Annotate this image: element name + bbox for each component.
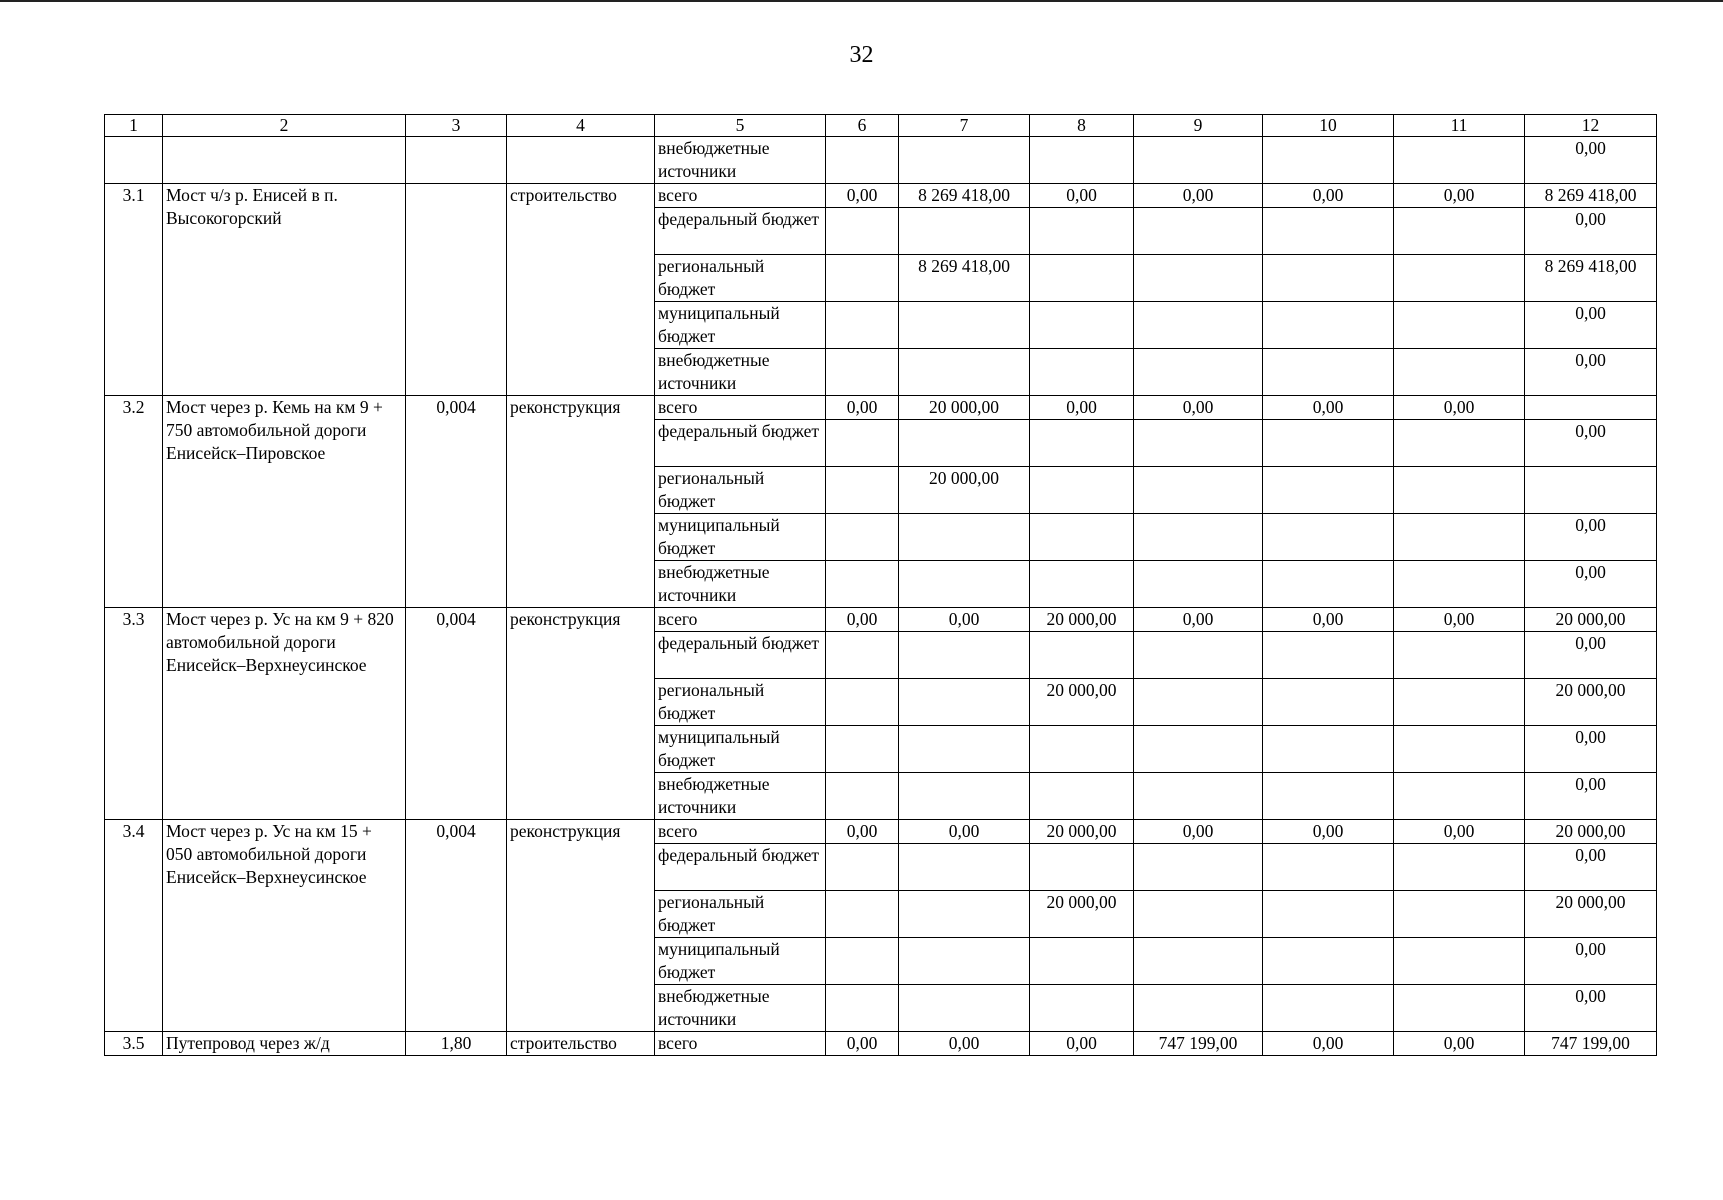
top-edge-rule	[0, 0, 1723, 2]
total-cell: 747 199,00	[1525, 1032, 1657, 1056]
value-cell	[1394, 679, 1525, 726]
value-cell	[1394, 208, 1525, 255]
value-cell	[1394, 632, 1525, 679]
value-cell	[899, 561, 1030, 608]
work-type: строительство	[507, 184, 655, 396]
value-cell	[1394, 938, 1525, 985]
value-cell	[1134, 938, 1263, 985]
total-cell: 0,00	[1525, 844, 1657, 891]
total-cell: 0,00	[1525, 137, 1657, 184]
header-cell: 7	[899, 115, 1030, 137]
source-cell: внебюджетные источники	[655, 985, 826, 1032]
header-cell: 6	[826, 115, 899, 137]
value-cell	[1394, 349, 1525, 396]
source-cell: муниципальный бюджет	[655, 514, 826, 561]
object-length	[406, 184, 507, 396]
value-cell	[1394, 726, 1525, 773]
value-cell: 0,00	[1394, 820, 1525, 844]
value-cell	[1030, 726, 1134, 773]
value-cell	[1394, 255, 1525, 302]
value-cell	[1030, 985, 1134, 1032]
value-cell: 747 199,00	[1134, 1032, 1263, 1056]
value-cell: 0,00	[1263, 184, 1394, 208]
value-cell	[899, 349, 1030, 396]
empty-cell	[163, 137, 406, 184]
source-cell: региональный бюджет	[655, 891, 826, 938]
source-cell: муниципальный бюджет	[655, 302, 826, 349]
header-row	[105, 115, 1657, 137]
value-cell: 0,00	[1134, 184, 1263, 208]
table-row	[105, 608, 1657, 632]
value-cell	[1134, 514, 1263, 561]
object-name: Мост через р. Кемь на км 9 + 750 автомобильной дороги Енисейск–Пировское	[163, 396, 406, 608]
total-cell: 20 000,00	[1525, 679, 1657, 726]
value-cell: 0,00	[826, 820, 899, 844]
total-cell: 0,00	[1525, 938, 1657, 985]
value-cell	[826, 938, 899, 985]
total-cell: 0,00	[1525, 514, 1657, 561]
source-cell: муниципальный бюджет	[655, 726, 826, 773]
value-cell	[826, 985, 899, 1032]
value-cell	[899, 726, 1030, 773]
source-cell: федеральный бюджет	[655, 844, 826, 891]
source-cell: внебюджетные источники	[655, 137, 826, 184]
value-cell: 0,00	[1263, 396, 1394, 420]
value-cell: 0,00	[1030, 184, 1134, 208]
value-cell	[826, 302, 899, 349]
source-cell: всего	[655, 608, 826, 632]
value-cell	[1134, 679, 1263, 726]
continuation-row	[105, 137, 1657, 184]
value-cell	[899, 679, 1030, 726]
value-cell	[1134, 302, 1263, 349]
work-type: реконструкция	[507, 608, 655, 820]
value-cell: 8 269 418,00	[899, 255, 1030, 302]
value-cell: 0,00	[1394, 608, 1525, 632]
value-cell	[1134, 208, 1263, 255]
value-cell	[899, 985, 1030, 1032]
value-cell	[1263, 137, 1394, 184]
object-length: 0,004	[406, 820, 507, 1032]
value-cell: 0,00	[826, 184, 899, 208]
value-cell	[826, 561, 899, 608]
empty-cell	[105, 137, 163, 184]
value-cell	[1030, 302, 1134, 349]
object-name: Мост через р. Ус на км 9 + 820 автомобильной дороги Енисейск–Верхнеусинское	[163, 608, 406, 820]
object-length: 1,80	[406, 1032, 507, 1056]
value-cell	[1030, 844, 1134, 891]
source-cell: федеральный бюджет	[655, 208, 826, 255]
value-cell	[1134, 985, 1263, 1032]
header-cell: 5	[655, 115, 826, 137]
value-cell	[1263, 514, 1394, 561]
value-cell	[1263, 773, 1394, 820]
item-number: 3.4	[105, 820, 163, 1032]
value-cell: 0,00	[826, 1032, 899, 1056]
source-cell: внебюджетные источники	[655, 561, 826, 608]
value-cell	[899, 632, 1030, 679]
header-cell: 1	[105, 115, 163, 137]
item-number: 3.5	[105, 1032, 163, 1056]
value-cell	[826, 632, 899, 679]
value-cell	[1134, 420, 1263, 467]
value-cell	[826, 844, 899, 891]
header-cell: 8	[1030, 115, 1134, 137]
value-cell	[1263, 726, 1394, 773]
value-cell	[1394, 137, 1525, 184]
header-cell: 10	[1263, 115, 1394, 137]
value-cell	[826, 726, 899, 773]
value-cell	[826, 891, 899, 938]
work-type: реконструкция	[507, 396, 655, 608]
source-cell: региональный бюджет	[655, 679, 826, 726]
value-cell	[826, 773, 899, 820]
value-cell: 0,00	[1394, 184, 1525, 208]
value-cell	[1030, 208, 1134, 255]
total-cell	[1525, 396, 1657, 420]
value-cell: 0,00	[1030, 396, 1134, 420]
value-cell	[826, 467, 899, 514]
value-cell: 0,00	[1134, 608, 1263, 632]
value-cell	[826, 255, 899, 302]
value-cell	[1394, 773, 1525, 820]
total-cell: 0,00	[1525, 420, 1657, 467]
page-number: 32	[849, 42, 874, 68]
value-cell: 20 000,00	[1030, 820, 1134, 844]
value-cell	[1263, 208, 1394, 255]
value-cell	[1030, 255, 1134, 302]
header-cell: 11	[1394, 115, 1525, 137]
value-cell	[1263, 302, 1394, 349]
value-cell	[1134, 561, 1263, 608]
value-cell	[1134, 773, 1263, 820]
value-cell	[899, 420, 1030, 467]
value-cell	[1263, 349, 1394, 396]
source-cell: всего	[655, 184, 826, 208]
value-cell	[826, 349, 899, 396]
financing-table	[104, 114, 1657, 1056]
source-cell: внебюджетные источники	[655, 349, 826, 396]
table-row	[105, 820, 1657, 844]
source-cell: федеральный бюджет	[655, 632, 826, 679]
value-cell	[1134, 726, 1263, 773]
value-cell	[1263, 844, 1394, 891]
work-type: строительство	[507, 1032, 655, 1056]
total-cell: 0,00	[1525, 561, 1657, 608]
value-cell: 20 000,00	[1030, 891, 1134, 938]
value-cell	[1134, 467, 1263, 514]
total-cell: 20 000,00	[1525, 891, 1657, 938]
total-cell	[1525, 467, 1657, 514]
value-cell	[1134, 632, 1263, 679]
value-cell	[826, 514, 899, 561]
value-cell: 0,00	[899, 1032, 1030, 1056]
empty-cell	[507, 137, 655, 184]
value-cell	[1134, 891, 1263, 938]
value-cell	[1030, 514, 1134, 561]
empty-cell	[406, 137, 507, 184]
value-cell	[899, 891, 1030, 938]
source-cell: региональный бюджет	[655, 467, 826, 514]
table-row	[105, 396, 1657, 420]
value-cell	[1030, 632, 1134, 679]
value-cell	[899, 844, 1030, 891]
object-name: Мост ч/з р. Енисей в п. Высокогорский	[163, 184, 406, 396]
value-cell: 0,00	[1030, 1032, 1134, 1056]
value-cell: 0,00	[899, 608, 1030, 632]
value-cell	[1030, 938, 1134, 985]
value-cell	[1030, 561, 1134, 608]
value-cell: 0,00	[1263, 820, 1394, 844]
value-cell	[1134, 255, 1263, 302]
header-cell: 9	[1134, 115, 1263, 137]
value-cell	[1263, 938, 1394, 985]
source-cell: федеральный бюджет	[655, 420, 826, 467]
header-cell: 2	[163, 115, 406, 137]
value-cell	[1030, 420, 1134, 467]
value-cell: 20 000,00	[1030, 679, 1134, 726]
value-cell	[1134, 349, 1263, 396]
value-cell	[1030, 349, 1134, 396]
item-number: 3.2	[105, 396, 163, 608]
total-cell: 0,00	[1525, 349, 1657, 396]
value-cell	[826, 137, 899, 184]
object-name: Путепровод через ж/д	[163, 1032, 406, 1056]
value-cell	[1134, 137, 1263, 184]
value-cell	[1394, 561, 1525, 608]
value-cell	[899, 938, 1030, 985]
item-number: 3.1	[105, 184, 163, 396]
source-cell: муниципальный бюджет	[655, 938, 826, 985]
value-cell	[1394, 844, 1525, 891]
value-cell	[1394, 514, 1525, 561]
value-cell	[1394, 302, 1525, 349]
header-cell: 4	[507, 115, 655, 137]
value-cell	[1134, 844, 1263, 891]
value-cell: 0,00	[1263, 1032, 1394, 1056]
source-cell: региональный бюджет	[655, 255, 826, 302]
value-cell	[826, 679, 899, 726]
value-cell	[1263, 985, 1394, 1032]
value-cell	[1394, 985, 1525, 1032]
total-cell: 20 000,00	[1525, 820, 1657, 844]
header-cell: 3	[406, 115, 507, 137]
value-cell	[1394, 420, 1525, 467]
value-cell	[1263, 679, 1394, 726]
value-cell: 20 000,00	[899, 467, 1030, 514]
object-name: Мост через р. Ус на км 15 + 050 автомобильной дороги Енисейск–Верхнеусинское	[163, 820, 406, 1032]
total-cell: 0,00	[1525, 208, 1657, 255]
value-cell: 0,00	[1394, 396, 1525, 420]
total-cell: 0,00	[1525, 985, 1657, 1032]
total-cell: 8 269 418,00	[1525, 255, 1657, 302]
value-cell	[1030, 137, 1134, 184]
value-cell: 0,00	[826, 396, 899, 420]
work-type: реконструкция	[507, 820, 655, 1032]
source-cell: внебюджетные источники	[655, 773, 826, 820]
total-cell: 0,00	[1525, 726, 1657, 773]
value-cell	[1263, 632, 1394, 679]
value-cell: 20 000,00	[899, 396, 1030, 420]
value-cell	[899, 773, 1030, 820]
value-cell	[1263, 891, 1394, 938]
value-cell	[1394, 891, 1525, 938]
total-cell: 0,00	[1525, 302, 1657, 349]
value-cell	[899, 137, 1030, 184]
total-cell: 0,00	[1525, 632, 1657, 679]
source-cell: всего	[655, 1032, 826, 1056]
table-row	[105, 184, 1657, 208]
source-cell: всего	[655, 396, 826, 420]
object-length: 0,004	[406, 608, 507, 820]
total-cell: 8 269 418,00	[1525, 184, 1657, 208]
value-cell: 0,00	[1134, 820, 1263, 844]
value-cell	[1030, 467, 1134, 514]
value-cell	[1263, 255, 1394, 302]
object-length: 0,004	[406, 396, 507, 608]
value-cell: 0,00	[1134, 396, 1263, 420]
item-number: 3.3	[105, 608, 163, 820]
value-cell: 0,00	[899, 820, 1030, 844]
value-cell	[899, 302, 1030, 349]
value-cell: 20 000,00	[1030, 608, 1134, 632]
total-cell: 20 000,00	[1525, 608, 1657, 632]
value-cell	[826, 208, 899, 255]
value-cell	[1263, 467, 1394, 514]
total-cell: 0,00	[1525, 773, 1657, 820]
table-row	[105, 1032, 1657, 1056]
value-cell: 0,00	[1263, 608, 1394, 632]
value-cell	[1394, 467, 1525, 514]
value-cell	[1030, 773, 1134, 820]
value-cell	[826, 420, 899, 467]
value-cell	[1263, 561, 1394, 608]
value-cell	[1263, 420, 1394, 467]
value-cell: 8 269 418,00	[899, 184, 1030, 208]
value-cell	[899, 208, 1030, 255]
value-cell: 0,00	[826, 608, 899, 632]
header-cell: 12	[1525, 115, 1657, 137]
source-cell: всего	[655, 820, 826, 844]
value-cell	[899, 514, 1030, 561]
value-cell: 0,00	[1394, 1032, 1525, 1056]
